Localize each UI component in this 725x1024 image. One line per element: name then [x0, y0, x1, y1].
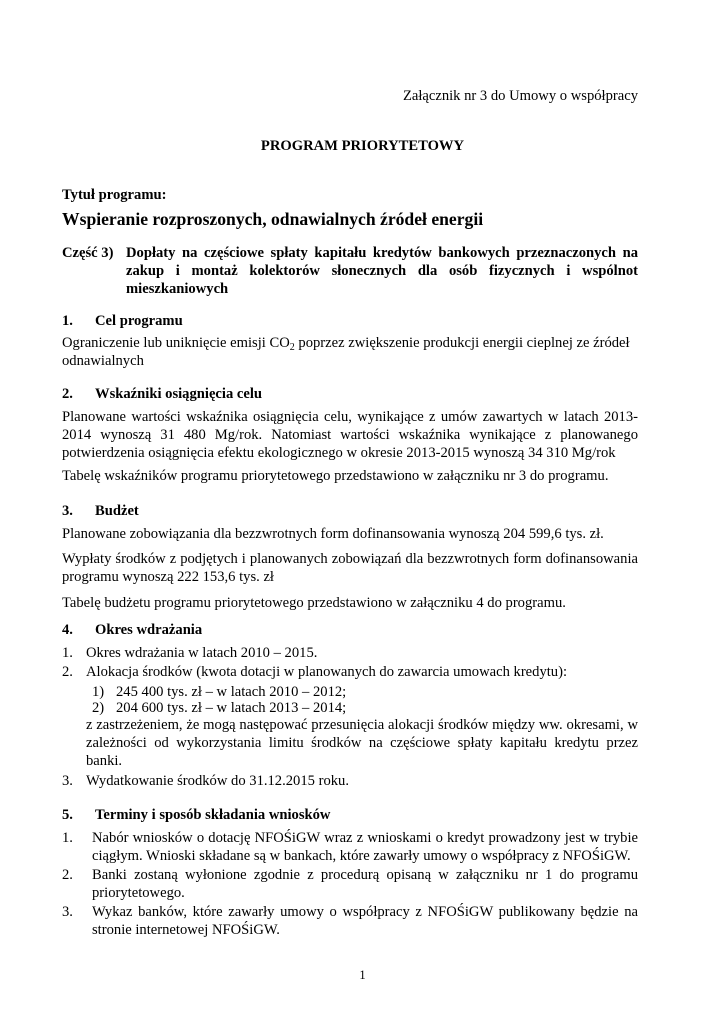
list-item-number: 2. — [62, 867, 73, 883]
allocation-reservation: z zastrzeżeniem, że mogą następować przesunięcia alokacji środków między ww. okresami, w zależności od wykorzystania limitu środków na częściowe spłaty kapitału kredytu przez banki. — [86, 717, 638, 769]
document-title: PROGRAM PRIORYTETOWY — [260, 138, 465, 154]
sub-item-number: 2) — [92, 700, 105, 716]
co2-subscript: 2 — [289, 342, 295, 353]
list-item-number: 1. — [62, 830, 73, 846]
section-4-title: Okres wdrażania — [95, 622, 203, 638]
section-1-number: 1. — [62, 313, 73, 329]
section-1-text-start: Ograniczenie lub uniknięcie emisji CO — [62, 335, 290, 351]
section-3-paragraph-2: Wypłaty środków z podjętych i planowanych zobowiązań dla bezzwrotnych form dofinansowania programu wynoszą 222 153,6 tys. zł — [62, 551, 638, 585]
section-1-text — [62, 334, 642, 370]
section-3-number: 3. — [62, 503, 73, 519]
list-item-number: 3. — [62, 904, 73, 920]
list-item-number: 3. — [62, 773, 73, 789]
section-2-number: 2. — [62, 386, 73, 402]
part-number: Część 3) — [62, 245, 114, 261]
program-title-label: Tytuł programu: — [62, 187, 167, 203]
program-name: Wspieranie rozproszonych, odnawialnych źródeł energii — [62, 209, 484, 229]
section-2-paragraph-2: Tabelę wskaźników programu priorytetowego przedstawiono w załączniku nr 3 do programu. — [62, 468, 609, 484]
list-item-text: Wykaz banków, które zawarły umowy o współpracy z NFOŚiGW publikowany będzie na stronie internetowej NFOŚiGW. — [92, 904, 638, 938]
section-2-title: Wskaźniki osiągnięcia celu — [95, 386, 263, 402]
list-item-number: 2. — [62, 664, 73, 680]
section-2-paragraph-1: Planowane wartości wskaźnika osiągnięcia celu, wynikające z umów zawartych w latach 2013-2014 wynoszą 31 480 Mg/rok. Natomiast wartości wskaźnika wynikające z planowanego potwierdzenia osiągnięcia efektu ekologicznego w okresie 2013-2015 wynoszą 34 310 Mg/rok — [62, 409, 638, 461]
section-5-number: 5. — [62, 807, 73, 823]
annex-reference: Załącznik nr 3 do Umowy o współpracy — [402, 88, 638, 104]
list-item-text: Wydatkowanie środków do 31.12.2015 roku. — [86, 773, 349, 789]
sub-item-text: 204 600 tys. zł – w latach 2013 – 2014; — [116, 700, 347, 716]
section-3-paragraph-3: Tabelę budżetu programu priorytetowego przedstawiono w załączniku 4 do programu. — [62, 595, 566, 611]
list-item-number: 1. — [62, 645, 73, 661]
list-item-text: Alokacja środków (kwota dotacji w planowanych do zawarcia umowach kredytu): — [86, 664, 568, 680]
section-4-number: 4. — [62, 622, 73, 638]
part-description: Dopłaty na częściowe spłaty kapitału kredytów bankowych przeznaczonych na zakup i montaż kolektorów słonecznych dla osób fizycznych i wspólnot mieszkaniowych — [126, 245, 638, 297]
section-1-title: Cel programu — [95, 313, 183, 329]
page-number: 1 — [359, 968, 366, 982]
section-3-paragraph-1: Planowane zobowiązania dla bezzwrotnych form dofinansowania wynoszą 204 599,6 tys. zł. — [62, 526, 604, 542]
list-item-text: Nabór wniosków o dotację NFOŚiGW wraz z wnioskami o kredyt prowadzony jest w trybie ciągłym. Wnioski składane są w bankach, które zawarły umowy o współpracy z NFOŚiGW. — [92, 830, 638, 864]
section-3-title: Budżet — [95, 503, 139, 519]
list-item-text: Banki zostaną wyłonione zgodnie z procedurą opisaną w załączniku nr 1 do programu priorytetowego. — [92, 867, 638, 901]
section-5-title: Terminy i sposób składania wniosków — [95, 807, 331, 823]
sub-item-number: 1) — [92, 684, 105, 700]
sub-item-text: 245 400 tys. zł – w latach 2010 – 2012; — [116, 684, 347, 700]
list-item-text: Okres wdrażania w latach 2010 – 2015. — [86, 645, 318, 661]
section-1-text-end: poprzez zwiększenie produkcji energii cieplnej ze źródeł odnawialnych — [62, 335, 630, 369]
